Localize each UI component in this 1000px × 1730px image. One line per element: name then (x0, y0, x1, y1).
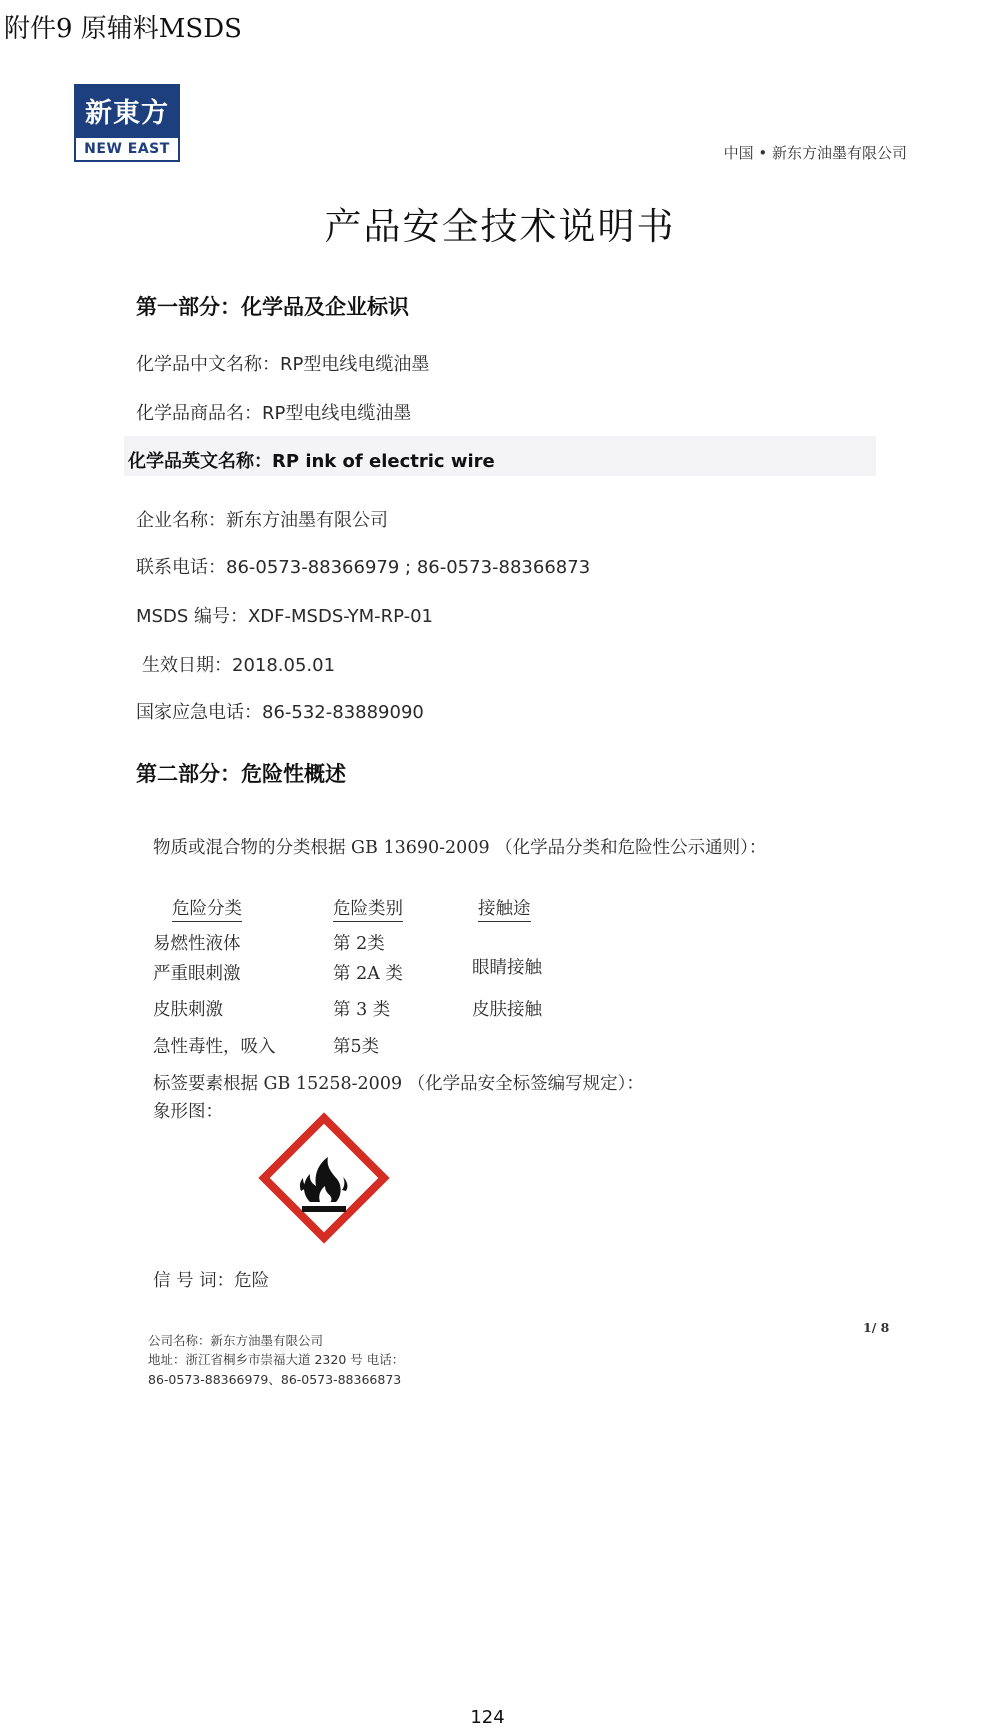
footer-address: 地址：浙江省桐乡市崇福大道 2320 号 电话： (148, 1352, 405, 1367)
label-basis: 标签要素根据 GB 15258-2009 （化学品安全标签编写规定）： (153, 1074, 644, 1094)
section-1-heading: 第一部分：化学品及企业标识 (136, 295, 409, 319)
classification-basis: 物质或混合物的分类根据 GB 13690-2009 （化学品分类和危险性公示通则）： (153, 838, 767, 858)
chemical-trade-name: 化学品商品名：RP型电线电缆油墨 (136, 403, 412, 424)
company-header: 中国 • 新东方油墨有限公司 (723, 144, 907, 162)
chemical-chinese-name: 化学品中文名称：RP型电线电缆油墨 (136, 354, 430, 375)
hazard-table-cell: 第5类 (333, 1037, 380, 1057)
hazard-table-header: 危险类别 (333, 895, 403, 922)
hazard-table-cell: 第 2类 (333, 934, 385, 954)
hazard-table-cell: 皮肤刺激 (153, 1000, 223, 1020)
hazard-table-cell: 第 3 类 (333, 1000, 391, 1020)
section-2-heading: 第二部分：危险性概述 (136, 762, 346, 786)
emergency-phone: 国家应急电话：86-532-83889090 (136, 702, 424, 723)
effective-date: 生效日期：2018.05.01 (142, 655, 336, 676)
document-title: 产品安全技术说明书 (324, 205, 676, 248)
attachment-header: 附件9 原辅料MSDS (4, 14, 242, 44)
footer-phones: 86-0573-88366979、86-0573-88366873 (148, 1372, 402, 1387)
footer-page-of: 1/ 8 (863, 1320, 890, 1335)
hazard-table-header: 危险分类 (172, 895, 242, 922)
hazard-table-cell: 急性毒性，吸入 (153, 1037, 276, 1057)
hazard-table-cell: 眼睛接触 (472, 958, 542, 978)
contact-phone: 联系电话：86-0573-88366979 ; 86-0573-88366873 (136, 557, 591, 578)
company-logo (74, 84, 180, 162)
hazard-table-cell: 严重眼刺激 (153, 964, 241, 984)
hazard-table-cell: 易燃性液体 (153, 934, 241, 954)
hazard-table-cell: 皮肤接触 (472, 1000, 542, 1020)
msds-number: MSDS 编号：XDF-MSDS-YM-RP-01 (136, 606, 433, 627)
chemical-english-name: 化学品英文名称：RP ink of electric wire (128, 451, 495, 472)
hazard-table-cell: 第 2A 类 (333, 964, 403, 984)
logo-cn-text: 新東方 (74, 84, 180, 136)
footer-company: 公司名称：新东方油墨有限公司 (148, 1333, 324, 1348)
flame-hazard-icon (258, 1112, 390, 1244)
pictogram-label: 象形图： (153, 1102, 223, 1122)
hazard-table-header: 接触途 (478, 895, 531, 922)
page-number: 124 (470, 1707, 505, 1728)
company-name: 企业名称：新东方油墨有限公司 (136, 510, 388, 531)
signal-word: 信 号 词：危险 (153, 1271, 270, 1291)
logo-en-text: NEW EAST (74, 136, 180, 162)
